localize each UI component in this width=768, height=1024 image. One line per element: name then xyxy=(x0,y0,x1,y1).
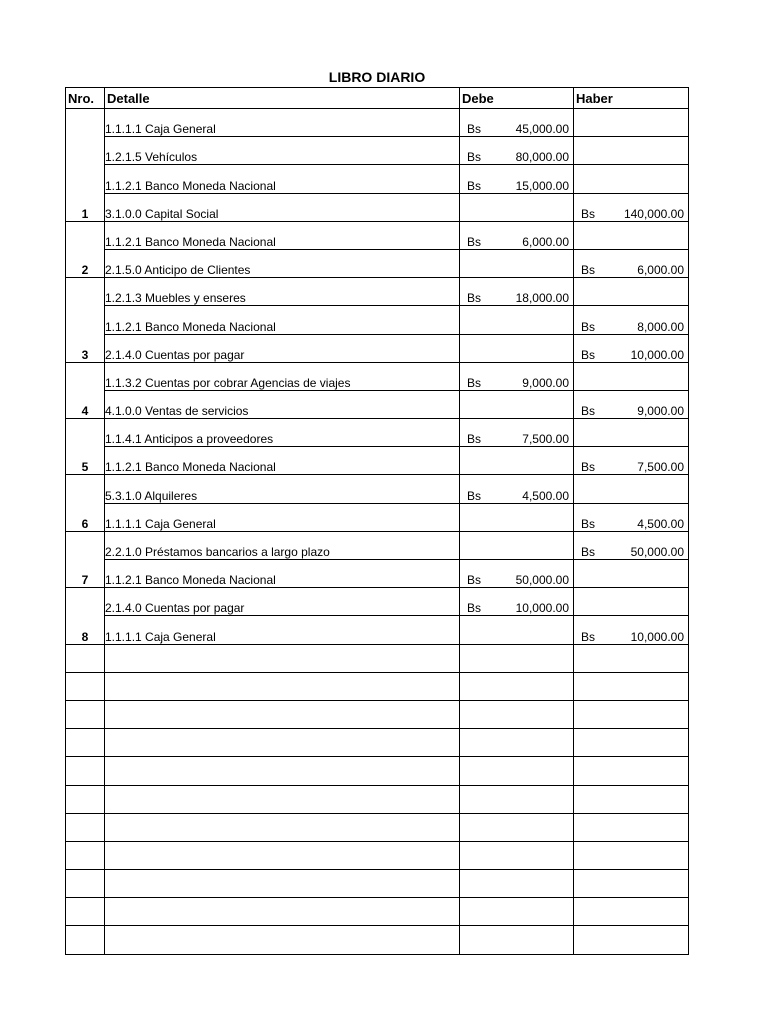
empty-debe-cell xyxy=(460,898,574,926)
entry-number: 5 xyxy=(66,419,105,475)
empty-nro-cell xyxy=(66,898,105,926)
debe-cell xyxy=(460,249,574,277)
empty-detalle-cell xyxy=(105,785,460,813)
entry-number: 3 xyxy=(66,278,105,363)
column-header-nro: Nro. xyxy=(66,88,105,109)
amount-value: 6,000.00 xyxy=(637,263,684,278)
amount-value: 10,000.00 xyxy=(630,629,684,644)
account-detail: 1.1.2.1 Banco Moneda Nacional xyxy=(105,306,460,334)
table-header-row xyxy=(66,88,689,109)
empty-nro-cell xyxy=(66,785,105,813)
haber-cell xyxy=(574,165,689,193)
empty-haber-cell xyxy=(574,813,689,841)
account-detail: 1.2.1.3 Muebles y enseres xyxy=(105,278,460,306)
debe-cell xyxy=(460,362,574,390)
empty-detalle-cell xyxy=(105,700,460,728)
account-detail: 5.3.1.0 Alquileres xyxy=(105,475,460,503)
account-detail: 1.1.1.1 Caja General xyxy=(105,109,460,137)
empty-row xyxy=(66,898,689,926)
empty-row xyxy=(66,813,689,841)
table-row xyxy=(66,193,689,221)
account-detail: 2.2.1.0 Préstamos bancarios a largo plazo xyxy=(105,531,460,559)
amount-value: 7,500.00 xyxy=(637,460,684,475)
haber-cell xyxy=(574,278,689,306)
amount-value: 10,000.00 xyxy=(515,601,569,616)
table-row xyxy=(66,531,689,559)
page-title: LIBRO DIARIO xyxy=(328,69,426,85)
empty-nro-cell xyxy=(66,700,105,728)
empty-debe-cell xyxy=(460,729,574,757)
haber-cell xyxy=(574,447,689,475)
account-detail: 2.1.4.0 Cuentas por pagar xyxy=(105,588,460,616)
haber-cell xyxy=(574,390,689,418)
account-detail: 1.1.1.1 Caja General xyxy=(105,503,460,531)
currency-label: Bs xyxy=(467,573,482,588)
haber-cell xyxy=(574,616,689,644)
entry-number: 4 xyxy=(66,362,105,418)
debe-cell xyxy=(460,560,574,588)
table-row xyxy=(66,109,689,137)
entry-number: 7 xyxy=(66,531,105,587)
table-row xyxy=(66,137,689,165)
empty-detalle-cell xyxy=(105,757,460,785)
empty-nro-cell xyxy=(66,757,105,785)
column-header-haber: Haber xyxy=(574,88,689,109)
table-row xyxy=(66,475,689,503)
empty-debe-cell xyxy=(460,926,574,954)
table-row xyxy=(66,390,689,418)
debe-cell xyxy=(460,306,574,334)
journal-body xyxy=(66,109,689,955)
empty-row xyxy=(66,841,689,869)
haber-cell xyxy=(574,109,689,137)
currency-label: Bs xyxy=(467,488,482,503)
table-row xyxy=(66,616,689,644)
empty-row xyxy=(66,757,689,785)
entry-number: 8 xyxy=(66,588,105,644)
empty-detalle-cell xyxy=(105,926,460,954)
table-row xyxy=(66,503,689,531)
amount-value: 9,000.00 xyxy=(637,404,684,419)
amount-value: 4,500.00 xyxy=(522,488,569,503)
empty-debe-cell xyxy=(460,870,574,898)
debe-cell xyxy=(460,193,574,221)
haber-cell xyxy=(574,362,689,390)
empty-debe-cell xyxy=(460,841,574,869)
account-detail: 1.1.2.1 Banco Moneda Nacional xyxy=(105,560,460,588)
empty-detalle-cell xyxy=(105,644,460,672)
empty-haber-cell xyxy=(574,672,689,700)
haber-cell xyxy=(574,588,689,616)
empty-haber-cell xyxy=(574,841,689,869)
amount-value: 50,000.00 xyxy=(630,545,684,559)
currency-label: Bs xyxy=(467,234,482,249)
empty-nro-cell xyxy=(66,729,105,757)
empty-haber-cell xyxy=(574,757,689,785)
currency-label: Bs xyxy=(467,432,482,447)
debe-cell xyxy=(460,109,574,137)
currency-label: Bs xyxy=(581,347,596,362)
currency-label: Bs xyxy=(581,206,596,221)
debe-cell xyxy=(460,503,574,531)
currency-label: Bs xyxy=(581,404,596,419)
table-row xyxy=(66,419,689,447)
account-detail: 1.2.1.5 Vehículos xyxy=(105,137,460,165)
debe-cell xyxy=(460,475,574,503)
haber-cell xyxy=(574,560,689,588)
amount-value: 50,000.00 xyxy=(515,573,569,588)
amount-value: 7,500.00 xyxy=(522,432,569,447)
amount-value: 18,000.00 xyxy=(515,291,569,306)
empty-nro-cell xyxy=(66,672,105,700)
table-row xyxy=(66,221,689,249)
table-row xyxy=(66,560,689,588)
empty-nro-cell xyxy=(66,644,105,672)
amount-value: 9,000.00 xyxy=(522,375,569,390)
account-detail: 1.1.4.1 Anticipos a proveedores xyxy=(105,419,460,447)
debe-cell xyxy=(460,419,574,447)
empty-nro-cell xyxy=(66,813,105,841)
account-detail: 3.1.0.0 Capital Social xyxy=(105,193,460,221)
currency-label: Bs xyxy=(581,629,596,644)
account-detail: 1.1.3.2 Cuentas por cobrar Agencias de viajes xyxy=(105,362,460,390)
account-detail: 2.1.5.0 Anticipo de Clientes xyxy=(105,249,460,277)
account-detail: 1.1.2.1 Banco Moneda Nacional xyxy=(105,165,460,193)
empty-row xyxy=(66,700,689,728)
haber-cell xyxy=(574,419,689,447)
empty-haber-cell xyxy=(574,926,689,954)
entry-number: 1 xyxy=(66,109,105,222)
currency-label: Bs xyxy=(581,545,596,559)
table-row xyxy=(66,362,689,390)
debe-cell xyxy=(460,278,574,306)
account-detail: 1.1.2.1 Banco Moneda Nacional xyxy=(105,447,460,475)
empty-debe-cell xyxy=(460,700,574,728)
haber-cell xyxy=(574,193,689,221)
empty-detalle-cell xyxy=(105,729,460,757)
entry-number: 2 xyxy=(66,221,105,277)
empty-haber-cell xyxy=(574,729,689,757)
amount-value: 15,000.00 xyxy=(515,178,569,193)
amount-value: 6,000.00 xyxy=(522,234,569,249)
empty-haber-cell xyxy=(574,898,689,926)
table-row xyxy=(66,588,689,616)
table-row xyxy=(66,447,689,475)
entry-number: 6 xyxy=(66,475,105,531)
empty-row xyxy=(66,926,689,954)
amount-value: 8,000.00 xyxy=(637,319,684,334)
debe-cell xyxy=(460,531,574,559)
account-detail: 1.1.2.1 Banco Moneda Nacional xyxy=(105,221,460,249)
debe-cell xyxy=(460,447,574,475)
empty-debe-cell xyxy=(460,757,574,785)
haber-cell xyxy=(574,249,689,277)
table-row xyxy=(66,249,689,277)
account-detail: 1.1.1.1 Caja General xyxy=(105,616,460,644)
empty-debe-cell xyxy=(460,672,574,700)
account-detail: 4.1.0.0 Ventas de servicios xyxy=(105,390,460,418)
empty-detalle-cell xyxy=(105,813,460,841)
empty-haber-cell xyxy=(574,870,689,898)
currency-label: Bs xyxy=(581,319,596,334)
empty-detalle-cell xyxy=(105,841,460,869)
debe-cell xyxy=(460,390,574,418)
account-detail: 2.1.4.0 Cuentas por pagar xyxy=(105,334,460,362)
empty-haber-cell xyxy=(574,785,689,813)
empty-row xyxy=(66,729,689,757)
haber-cell xyxy=(574,475,689,503)
haber-cell xyxy=(574,306,689,334)
empty-detalle-cell xyxy=(105,898,460,926)
empty-nro-cell xyxy=(66,926,105,954)
haber-cell xyxy=(574,503,689,531)
empty-row xyxy=(66,785,689,813)
currency-label: Bs xyxy=(467,291,482,306)
currency-label: Bs xyxy=(467,122,482,137)
journal-table xyxy=(65,87,689,955)
empty-debe-cell xyxy=(460,813,574,841)
empty-debe-cell xyxy=(460,785,574,813)
haber-cell xyxy=(574,334,689,362)
table-row xyxy=(66,334,689,362)
currency-label: Bs xyxy=(581,460,596,475)
table-row xyxy=(66,278,689,306)
empty-row xyxy=(66,870,689,898)
table-row xyxy=(66,306,689,334)
debe-cell xyxy=(460,616,574,644)
table-row xyxy=(66,165,689,193)
currency-label: Bs xyxy=(581,263,596,278)
empty-nro-cell xyxy=(66,870,105,898)
amount-value: 45,000.00 xyxy=(515,122,569,137)
amount-value: 80,000.00 xyxy=(515,150,569,165)
haber-cell xyxy=(574,137,689,165)
empty-detalle-cell xyxy=(105,672,460,700)
currency-label: Bs xyxy=(467,178,482,193)
amount-value: 4,500.00 xyxy=(637,516,684,531)
column-header-debe: Debe xyxy=(460,88,574,109)
debe-cell xyxy=(460,137,574,165)
debe-cell xyxy=(460,588,574,616)
currency-label: Bs xyxy=(467,601,482,616)
empty-haber-cell xyxy=(574,700,689,728)
debe-cell xyxy=(460,221,574,249)
haber-cell xyxy=(574,221,689,249)
amount-value: 140,000.00 xyxy=(623,206,684,221)
empty-row xyxy=(66,644,689,672)
empty-detalle-cell xyxy=(105,870,460,898)
amount-value: 10,000.00 xyxy=(630,347,684,362)
empty-row xyxy=(66,672,689,700)
debe-cell xyxy=(460,165,574,193)
currency-label: Bs xyxy=(581,516,596,531)
currency-label: Bs xyxy=(467,150,482,165)
currency-label: Bs xyxy=(467,375,482,390)
debe-cell xyxy=(460,334,574,362)
empty-nro-cell xyxy=(66,841,105,869)
column-header-detalle: Detalle xyxy=(105,88,460,109)
empty-haber-cell xyxy=(574,644,689,672)
empty-debe-cell xyxy=(460,644,574,672)
haber-cell xyxy=(574,531,689,559)
